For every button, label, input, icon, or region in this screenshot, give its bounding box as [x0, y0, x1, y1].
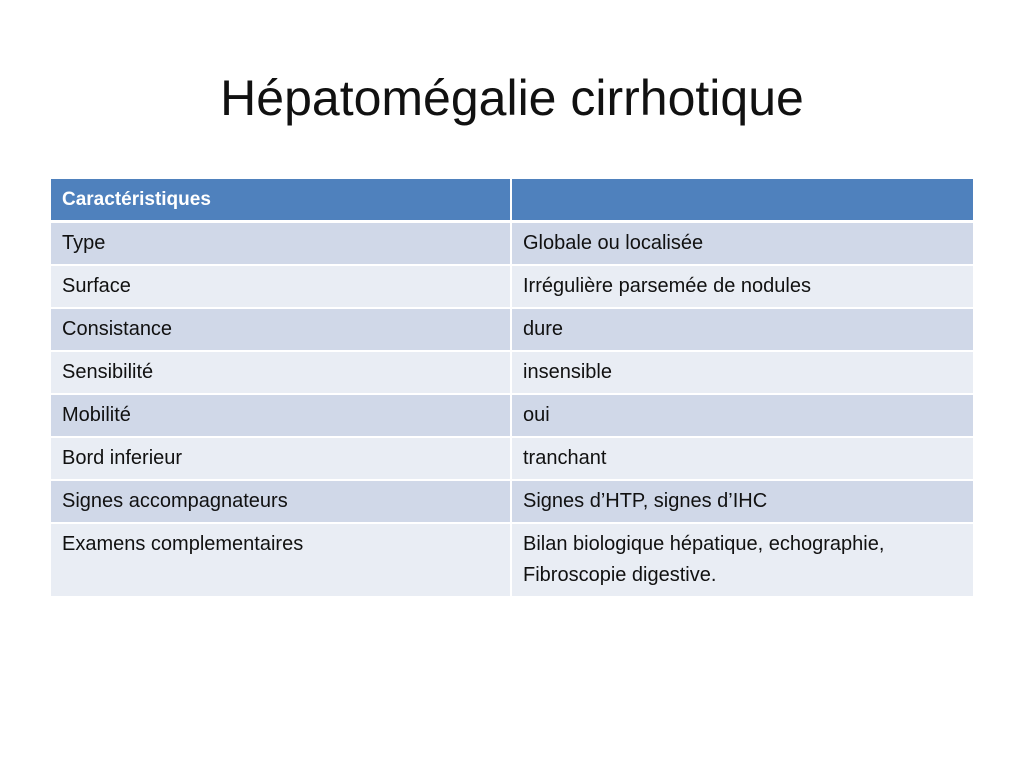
table-row-surface	[51, 265, 973, 308]
table-row-type	[51, 222, 973, 266]
table-header-row	[51, 179, 973, 222]
header-value	[511, 179, 973, 222]
cell-value: tranchant	[511, 437, 973, 480]
table-row-signes-accompagnateurs	[51, 480, 973, 523]
table-row-examens-complementaires	[51, 523, 973, 597]
cell-value: Globale ou localisée	[511, 222, 973, 266]
table-row-sensibilite	[51, 351, 973, 394]
cell-label: Consistance	[51, 308, 511, 351]
cell-value: Bilan biologique hépatique, echographie, Fibroscopie digestive.	[511, 523, 973, 597]
slide-title: Hépatomégalie cirrhotique	[220, 70, 804, 126]
cell-label: Bord inferieur	[51, 437, 511, 480]
cell-label: Signes accompagnateurs	[51, 480, 511, 523]
header-characteristics: Caractéristiques	[51, 179, 511, 222]
table-row-consistance	[51, 308, 973, 351]
cell-label: Surface	[51, 265, 511, 308]
cell-label: Mobilité	[51, 394, 511, 437]
cell-label: Type	[51, 222, 511, 266]
cell-value: dure	[511, 308, 973, 351]
table-row-mobilite	[51, 394, 973, 437]
table-row-bord-inferieur	[51, 437, 973, 480]
characteristics-table	[51, 179, 973, 598]
cell-value: oui	[511, 394, 973, 437]
cell-label: Sensibilité	[51, 351, 511, 394]
cell-label: Examens complementaires	[51, 523, 511, 597]
cell-value: Signes d’HTP, signes d’IHC	[511, 480, 973, 523]
cell-value: insensible	[511, 351, 973, 394]
cell-value: Irrégulière parsemée de nodules	[511, 265, 973, 308]
